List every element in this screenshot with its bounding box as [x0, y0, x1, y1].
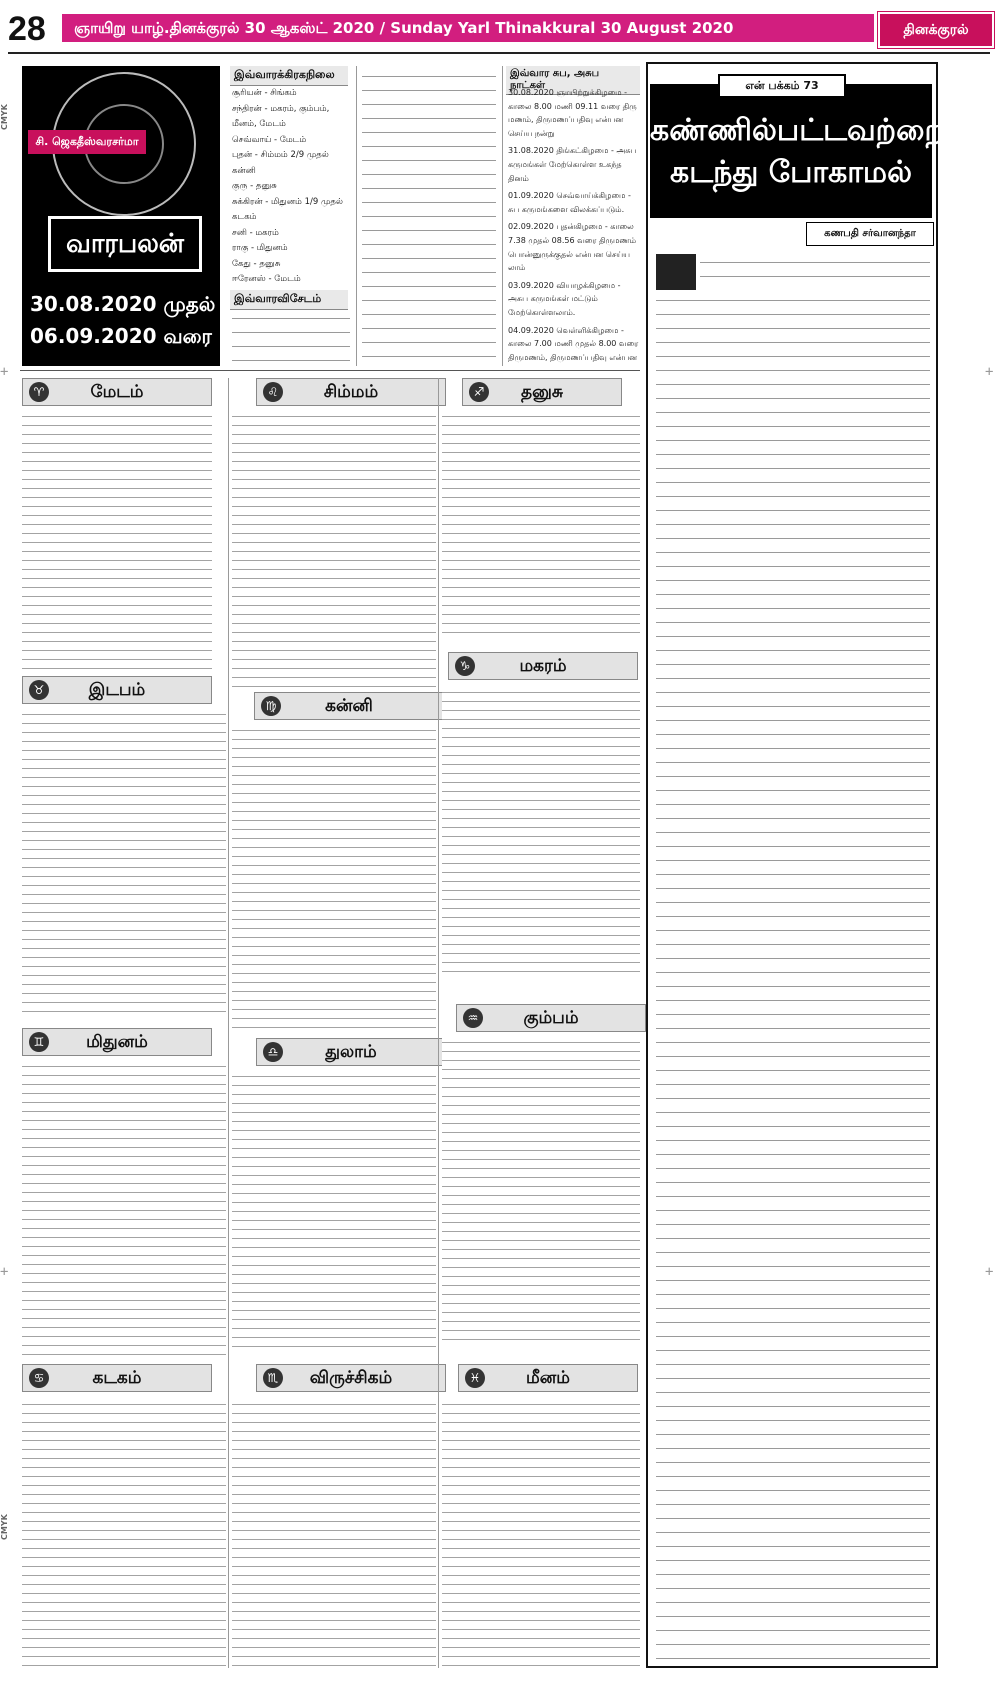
- makaram-forecast-text: [442, 688, 640, 980]
- opinion-title-box: [650, 84, 957, 218]
- planet-item: கேது - தனுசு: [232, 258, 281, 269]
- planet-item: சந்திரன் - மகரம், கும்பம், மீனம், மேடம்: [232, 103, 330, 129]
- planet-item: சுக்கிரன் - மிதுனம் 1/9 முதல் கடகம்: [232, 196, 343, 222]
- drop-cap: [656, 254, 696, 290]
- twins-icon: ♊: [29, 1032, 49, 1052]
- astrologer-name: சி. ஜெகதீஸ்வரசர்மா: [28, 130, 146, 154]
- cmyk-mark-top: CMYK: [0, 104, 9, 130]
- sign-heading-kanni: ♍ கன்னி: [254, 692, 444, 720]
- auspicious-day-item: 01.09.2020 செவ்வாய்க்கிழமை - சுப கருமங்களை விலக்கப்படும்.: [508, 191, 631, 214]
- sign-heading-viruchikam: ♏ விருச்சிகம்: [256, 1364, 446, 1392]
- planet-positions-list: [232, 86, 350, 282]
- planet-item: புதன் - சிம்மம் 2/9 முதல் கன்னி: [232, 150, 329, 176]
- sign-heading-thulam: ♎ துலாம்: [256, 1038, 446, 1066]
- weekly-notes-text: [362, 70, 496, 364]
- simmam-forecast-text: [232, 412, 436, 692]
- newspaper-logo: தினக்குரல்: [878, 12, 994, 48]
- weekly-forecast-title: வாரபலன்: [48, 216, 202, 272]
- registration-mark: +: [0, 1264, 9, 1280]
- column-divider: [356, 66, 357, 366]
- planet-item: ஈரேனஸ் - மேடம்: [232, 274, 301, 282]
- thulam-forecast-text: [232, 1072, 436, 1350]
- mithunam-forecast-text: [22, 1062, 226, 1360]
- ram-icon: ♈: [29, 382, 49, 402]
- water-pot-icon: ♒: [463, 1008, 483, 1028]
- planet-item: ராகு - மிதுனம்: [232, 243, 288, 253]
- planet-item: சூரியன் - சிங்கம்: [232, 88, 297, 98]
- bull-icon: ♉: [29, 680, 49, 700]
- auspicious-day-item: 03.09.2020 வியாழக்கிழமை - அசுப கருமங்கள் மட்டும் மேற்கொள்ளலாம்.: [508, 280, 621, 317]
- kadakam-forecast-text: [22, 1400, 226, 1668]
- cmyk-mark-bottom: CMYK: [0, 1514, 9, 1540]
- author-byline: கணபதி சர்வானந்தா: [806, 222, 934, 246]
- kanni-forecast-text: [232, 726, 436, 1028]
- header-rule: [8, 52, 990, 54]
- sign-heading-kumbam: ♒ கும்பம்: [456, 1004, 646, 1032]
- column-divider: [502, 66, 503, 366]
- registration-mark: +: [0, 364, 9, 380]
- sign-heading-mithunam: ♊ மிதுனம்: [22, 1028, 212, 1056]
- kumbam-forecast-text: [442, 1038, 640, 1344]
- opinion-text: [700, 256, 930, 290]
- planet-item: குரு - தனுசு: [232, 181, 277, 191]
- opinion-text: [656, 294, 930, 1662]
- viruchikam-forecast-text: [232, 1400, 436, 1668]
- planet-item: செவ்வாய் - மேடம்: [232, 134, 307, 145]
- date-banner: ஞாயிறு யாழ்.தினக்குரல் 30 ஆகஸ்ட் 2020 / Sunday Yarl Thinakkural 30 August 2020: [62, 14, 874, 42]
- sign-heading-mesham: ♈ மேடம்: [22, 378, 212, 406]
- weekly-special-heading: இவ்வாரவிசேடம்: [230, 290, 348, 310]
- auspicious-day-item: 02.09.2020 புதன்கிழமை - காலை 7.38 முதல் 08.56 வரை திருமணம் பொன்னுருக்குதல் என்பன செய்ய லாம்: [508, 222, 637, 273]
- astrology-title-box: [22, 66, 220, 366]
- registration-mark: +: [985, 1264, 994, 1280]
- scales-icon: ♎: [263, 1042, 283, 1062]
- dhanusu-forecast-text: [442, 412, 640, 638]
- sign-heading-simmam: ♌ சிம்மம்: [256, 378, 446, 406]
- opinion-title: கண்ணில்பட்டவற்றை, கடந்து போகாமல்: [650, 113, 957, 190]
- goat-icon: ♑: [455, 656, 475, 676]
- date-to: 06.09.2020 வரை: [30, 324, 212, 348]
- scorpion-icon: ♏: [263, 1368, 283, 1388]
- planet-positions-heading: இவ்வாரக்கிரகநிலை: [230, 66, 348, 86]
- sign-heading-meenam: ♓ மீனம்: [458, 1364, 638, 1392]
- date-from: 30.08.2020 முதல்: [30, 292, 216, 316]
- weekly-special-text: [232, 312, 350, 364]
- lion-icon: ♌: [263, 382, 283, 402]
- column-divider: [228, 378, 229, 1668]
- auspicious-day-item: 31.08.2020 திங்கட்கிழமை - அசுப கருமங்கள் மேற்கொள்ள உகந்த தினம்: [508, 146, 637, 183]
- auspicious-days-heading: இவ்வார சுப, அசுப நாட்கள்: [506, 66, 640, 95]
- series-label: என் பக்கம் 73: [718, 74, 846, 98]
- column-divider: [438, 378, 439, 1668]
- idapam-forecast-text: [22, 710, 226, 1020]
- auspicious-day-item: 04.09.2020 வெள்ளிக்கிழமை - காலை 7.00 மணி முதல் 8.00 வரை திருமணம், திருமணப்பதிவு என்பன: [508, 325, 639, 362]
- sign-heading-makaram: ♑ மகரம்: [448, 652, 638, 680]
- planet-item: சனி - மகரம்: [232, 227, 279, 238]
- auspicious-days-list: [508, 86, 640, 366]
- sign-heading-dhanusu: ♐ தனுசு: [462, 378, 622, 406]
- fish-icon: ♓: [465, 1368, 485, 1388]
- archer-icon: ♐: [469, 382, 489, 402]
- mesham-forecast-text: [22, 412, 212, 674]
- auspicious-day-item: 30.08.2020 ஞாயிற்றுக்கிழமை - காலை 8.00 மணி 09.11 வரை திரு மணம், திருமணப்பதிவு என்பன செய்ய நன்று: [508, 88, 637, 138]
- registration-mark: +: [985, 364, 994, 380]
- page-number: 28: [8, 10, 46, 48]
- meenam-forecast-text: [442, 1400, 640, 1668]
- maiden-icon: ♍: [261, 696, 281, 716]
- crab-icon: ♋: [29, 1368, 49, 1388]
- section-rule: [20, 370, 640, 371]
- sign-heading-kadakam: ♋ கடகம்: [22, 1364, 212, 1392]
- sign-heading-idapam: ♉ இடபம்: [22, 676, 212, 704]
